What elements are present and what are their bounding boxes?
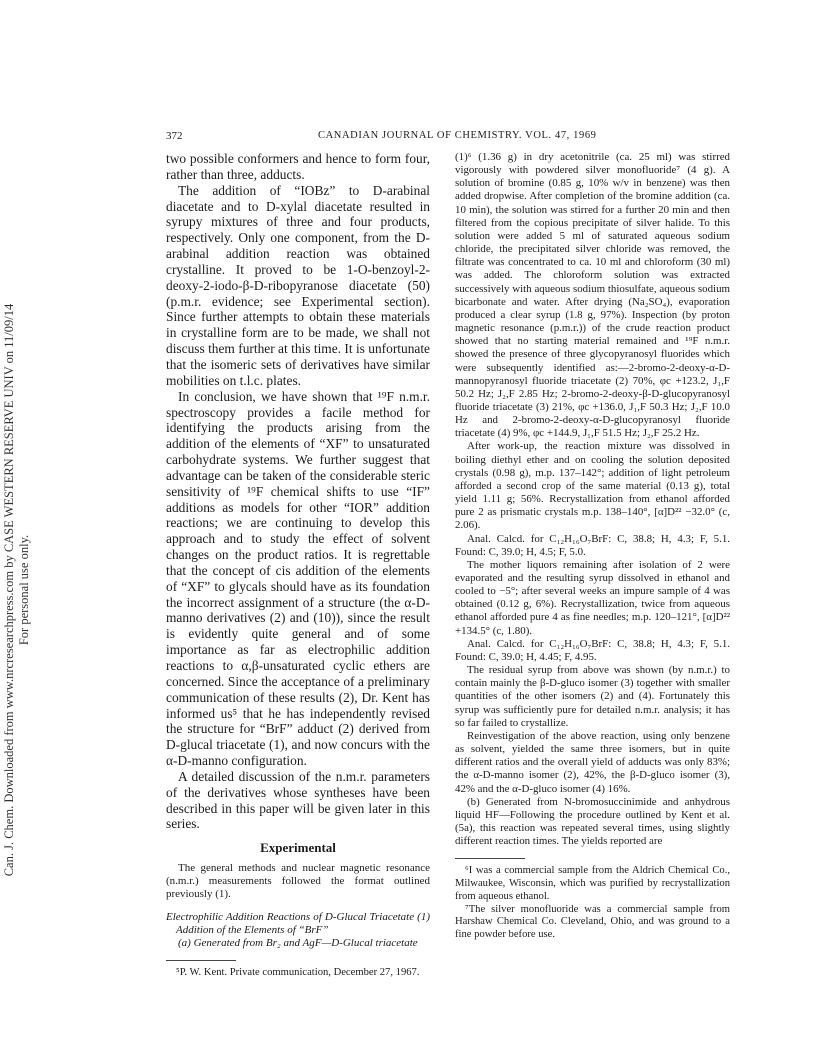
watermark-line-2: For personal use only. xyxy=(17,534,31,646)
body-paragraph: A detailed discussion of the n.m.r. parameters of the derivatives whose syntheses have been described in this paper will be given later in this series. xyxy=(166,768,430,832)
download-watermark xyxy=(2,230,38,950)
body-paragraph: (b) Generated from N-bromosuccinimide and anhydrous liquid HF—Following the procedure outlined by Kent et al. (5a), this reaction was repeated several times, using slightly different reaction times. The yields reported are xyxy=(455,795,730,848)
body-paragraph: two possible conformers and hence to form four, rather than three, adducts. xyxy=(166,151,430,182)
analysis-line: Anal. Calcd. for C₁₂H₁₆O₇BrF: C, 38.8; H, 4.3; F, 5.1. Found: C, 39.0; H, 4.5; F, 5.0. xyxy=(455,532,730,558)
body-paragraph: After work-up, the reaction mixture was dissolved in boiling diethyl ether and on cooling the solution deposited crystals (0.98 g), m.p. 137–142°; addition of light petroleum afforded a second crop of the same material (0.13 g), total yield 1.11 g; 56%. Recrystallization from ethanol afforded pure 2 as prismatic crystals m.p. 138–140°, [α]D²² −32.0° (c, 2.06). xyxy=(455,440,730,532)
watermark-line-1: Can. J. Chem. Downloaded from www.nrcresearchpress.com by CASE WESTERN RESERVE UNIV on 11/09/14 xyxy=(2,303,16,877)
experimental-intro: The general methods and nuclear magnetic resonance (n.m.r.) measurements followed the format outlined previously (1). xyxy=(166,862,430,901)
footnote: ⁷The silver monofluoride was a commercial sample from Harshaw Chemical Co. Cleveland, Ohio, and was ground to a fine powder before use. xyxy=(455,903,730,941)
subsection-heading: Electrophilic Addition Reactions of D-Glucal Triacetate (1) Addition of the Elements of “BrF” xyxy=(166,910,430,936)
body-paragraph: Reinvestigation of the above reaction, using only benzene as solvent, yielded the same three isomers, but in quite different ratios and the overall yield of adducts was only 83%; the α-D-manno isomer (2), 42%, the β-D-gluco isomer (3), 42% and the α-D-gluco isomer (4) 16%. xyxy=(455,729,730,795)
footnote: ⁶I was a commercial sample from the Aldrich Chemical Co., Milwaukee, Wisconsin, which was purified by recrystallization from aqueous ethanol. xyxy=(455,865,730,902)
page-number: 372 xyxy=(166,130,183,142)
footnote: ⁵P. W. Kent. Private communication, December 27, 1967. xyxy=(176,966,420,978)
running-head: CANADIAN JOURNAL OF CHEMISTRY. VOL. 47, 1969 xyxy=(318,130,597,141)
body-paragraph: The residual syrup from above was shown (by n.m.r.) to contain mainly the β-D-gluco isomer (3) together with smaller quantities of the other isomers (2) and (4). Fortunately this syrup was sufficiently pure for detailed n.m.r. analysis; it has so far failed to crystallize. xyxy=(455,664,730,729)
body-paragraph: (1)⁶ (1.36 g) in dry acetonitrile (ca. 25 ml) was stirred vigorously with powdered silver monofluoride⁷ (4 g). A solution of bromine (0.85 g, 10% w/v in benzene) was then added dropwise. After completion of the bromine addition (ca. 10 min), the solution was stirred for a further 20 min and then filtered from the copious precipitate of silver halide. To this solution were added 5 ml of saturated aqueous sodium chloride, the precipitated silver chloride was removed, the filtrate was concentrated to ca. 10 ml and chloroform (30 ml) was added. The chloroform solution was extracted successively with aqueous sodium thiosulfate, aqueous sodium bicarbonate and water. After drying (Na₂SO₄), evaporation produced a clear syrup (1.8 g, 97%). Inspection (by proton magnetic resonance (p.m.r.)) of the crude reaction product showed that no starting material remained and ¹⁹F n.m.r. showed the presence of three glycopyranosyl fluorides which were subsequently identified as:—2-bromo-2-deoxy-α-D-mannopyranosyl fluoride triacetate (2) 70%, φc +123.2, J₁,F 50.2 Hz; J₂,F 2.85 Hz; 2-bromo-2-deoxy-β-D-glucopyranosyl fluoride triacetate (3) 21%, φc +136.0, J₁,F 50.3 Hz; J₂,F 10.0 Hz and 2-bromo-2-deoxy-α-D-glucopyranosyl fluoride triacetate (4) 9%, φc +144.9, J₁,F 51.5 Hz; J₂,F 25.2 Hz. xyxy=(455,151,730,440)
body-paragraph: The mother liquors remaining after isolation of 2 were evaporated and the resulting syrup dissolved in ethanol and cooled to −5°; after several weeks an impure sample of 4 was obtained (0.12 g, 6%). Recrystallization, twice from aqueous ethanol afforded pure 4 as fine needles; m.p. 120–121°, [α]D²² +134.5° (c, 1.80). xyxy=(455,558,730,637)
right-column xyxy=(455,151,730,942)
body-paragraph: In conclusion, we have shown that ¹⁹F n.m.r. spectroscopy provides a facile method for identifying the products arising from the addition of the elements of “XF” to unsaturated carbohydrate systems. We further suggest that advantage can be taken of the considerable steric sensitivity of ¹⁹F chemical shifts to use “IF” additions as models for other “IOR” addition reactions; we are continuing to develop this approach and to study the effect of solvent changes on the product ratios. It is regrettable that the concept of cis addition of the elements of “XF” to glycals should have as its foundation the incorrect assignment of a structure (the α-D-manno derivatives (2) and (10)), since the result is evidently quite general and of some importance as far as electrophilic addition reactions to α,β-unsaturated cyclic ethers are concerned. Since the acceptance of a preliminary communication of these results (2), Dr. Kent has informed us⁵ that he has independently revised the structure for “BrF” adduct (2) derived from D-glucal triacetate (1), and now concurs with the α-D-manno configuration. xyxy=(166,388,430,769)
footnote-rule xyxy=(166,960,236,961)
section-heading-experimental: Experimental xyxy=(260,840,336,856)
left-column xyxy=(166,151,430,980)
analysis-line: Anal. Calcd. for C₁₂H₁₆O₇BrF: C, 38.8; H, 4.3; F, 5.1. Found: C, 39.0; H, 4.45; F, 4.95. xyxy=(455,637,730,663)
subsection-a-heading: (a) Generated from Br₂ and AgF—D-Glucal triacetate xyxy=(178,936,418,949)
footnote-rule xyxy=(455,858,525,859)
body-paragraph: The addition of “IOBz” to D-arabinal diacetate and to D-xylal diacetate resulted in syrupy mixtures of three and four products, respectively. Only one component, from the D-arabinal addition reaction was obtained crystalline. It proved to be 1-O-benzoyl-2-deoxy-2-iodo-β-D-ribopyranose diacetate (50) (p.m.r. evidence; see Experimental section). Since further attempts to obtain these materials in crystalline form are to be made, we shall not discuss them further at this time. It is unfortunate that the isomeric sets of derivatives have similar mobilities on t.l.c. plates. xyxy=(166,182,430,388)
